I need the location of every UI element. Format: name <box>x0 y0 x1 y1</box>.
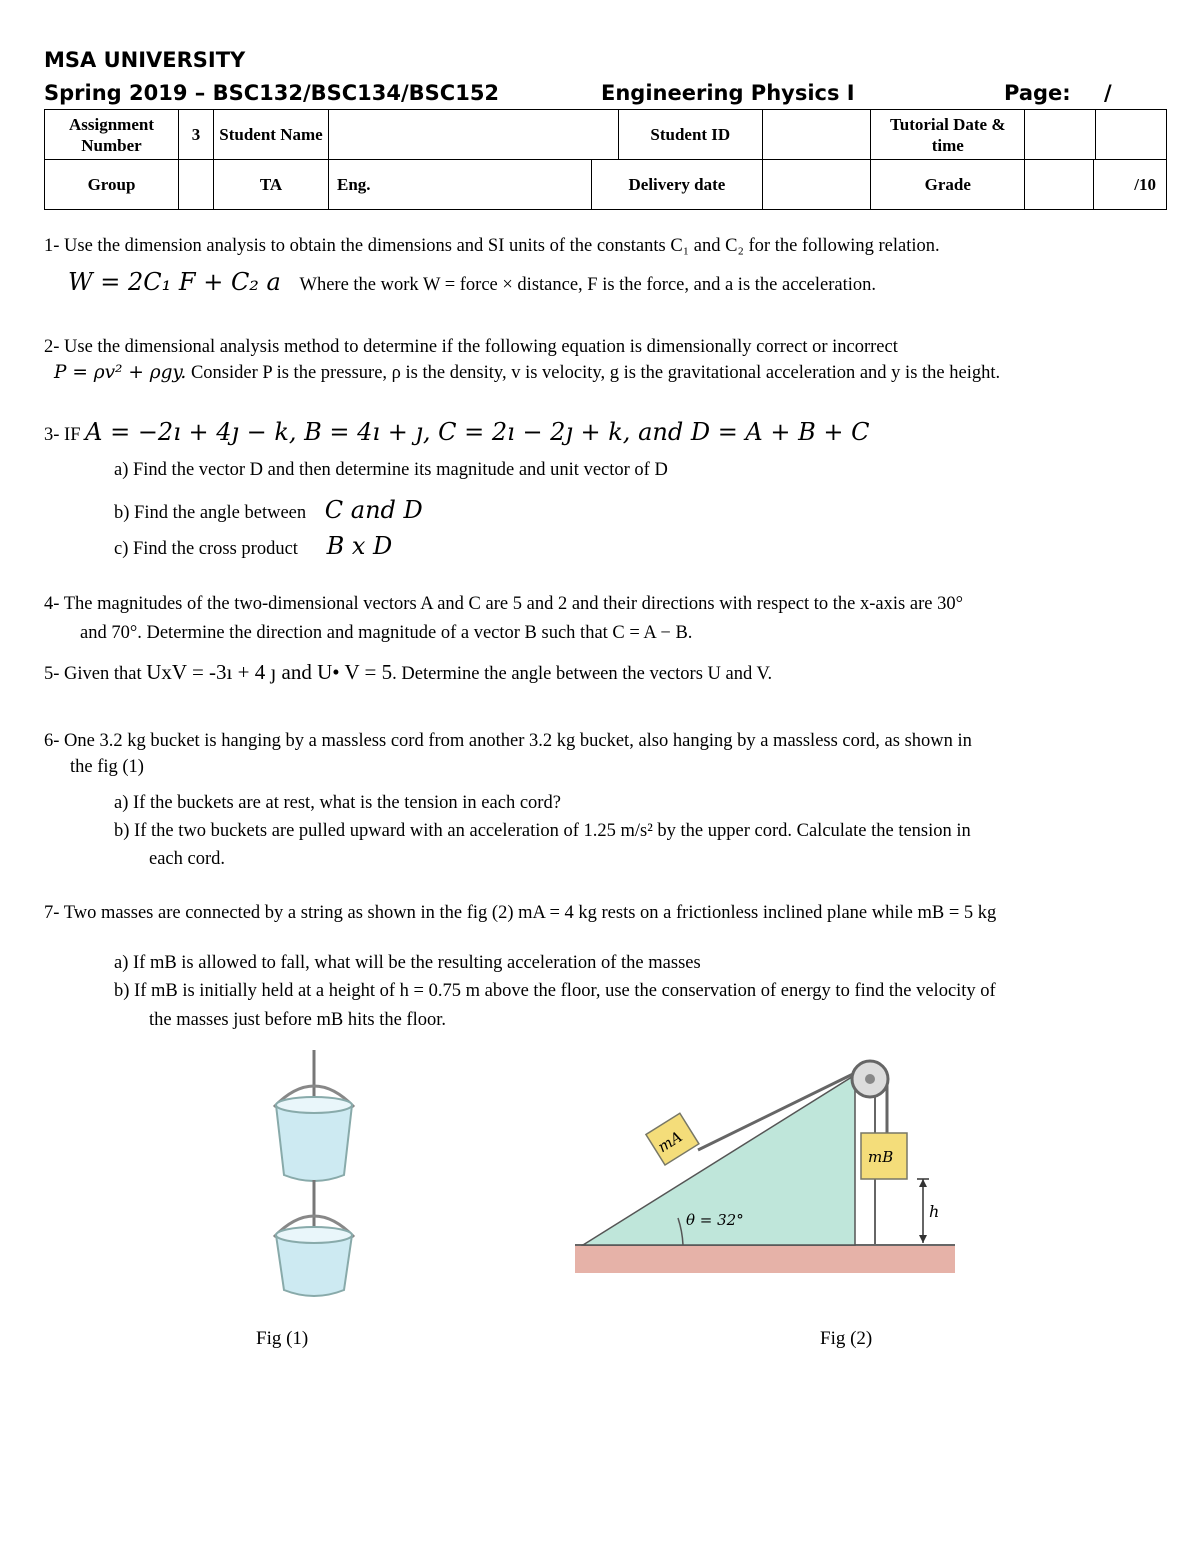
question-3-part-b-text: b) Find the angle between <box>114 503 307 523</box>
question-3-part-b <box>114 496 423 524</box>
student-info-table <box>44 109 1167 210</box>
floor <box>575 1245 955 1273</box>
university-name: MSA UNIVERSITY <box>44 48 246 72</box>
question-1-note: Where the work W = force × distance, F is the force, and a is the acceleration. <box>299 275 876 295</box>
question-2: 2- Use the dimensional analysis method to determine if the following equation is dimensionally correct or incorrect <box>44 337 898 357</box>
assignment-number-label: Assignment Number <box>45 110 179 160</box>
upper-bucket <box>276 1105 352 1181</box>
question-2-equation: P = ρv² + ρgy. <box>54 362 187 383</box>
block-b-label: mB <box>868 1148 894 1166</box>
question-5-suffix: . Determine the angle between the vectors U and V. <box>392 664 773 684</box>
question-5-line <box>44 660 772 685</box>
question-3-part-a: a) Find the vector D and then determine its magnitude and unit vector of D <box>114 460 668 480</box>
student-id-field[interactable] <box>762 110 870 160</box>
question-3-part-c <box>114 532 392 560</box>
lower-bucket-rim <box>276 1227 352 1243</box>
block-a-label: mA <box>654 1127 686 1157</box>
student-id-label: Student ID <box>618 110 762 160</box>
student-name-label: Student Name <box>214 110 329 160</box>
group-field[interactable] <box>179 160 214 210</box>
block-a <box>646 1113 699 1165</box>
group-label: Group <box>45 160 179 210</box>
height-label: h <box>929 1202 940 1221</box>
ta-label: TA <box>214 160 329 210</box>
question-6-line-2: the fig (1) <box>70 757 144 777</box>
question-7-part-a: a) If mB is allowed to fall, what will be the resulting acceleration of the masses <box>114 953 701 973</box>
question-6-line-1: 6- One 3.2 kg bucket is hanging by a massless cord from another 3.2 kg bucket, also hanging by a massless cord, as shown in <box>44 731 972 751</box>
page-separator: / <box>1104 81 1112 105</box>
question-6-part-b-continued: each cord. <box>149 849 226 869</box>
delivery-date-field[interactable] <box>762 160 870 210</box>
question-6-part-a: a) If the buckets are at rest, what is the tension in each cord? <box>114 793 561 813</box>
question-3-vectors: A = −2ı + 4ȷ − k, B = 4ı + ȷ, C = 2ı − 2ȷ + k, and D = A + B + C <box>85 418 870 446</box>
question-3-prefix: 3- IF <box>44 425 81 445</box>
delivery-date-label: Delivery date <box>592 160 763 210</box>
question-4-line-2: and 70°. Determine the direction and magnitude of a vector B such that C = A − B. <box>80 623 693 643</box>
question-4-line-1: 4- The magnitudes of the two-dimensional vectors A and C are 5 and 2 and their directions with respect to the x-axis are 30° <box>44 594 963 614</box>
figure-1-caption: Fig (1) <box>256 1328 309 1349</box>
question-3-part-c-math: B x D <box>326 532 393 560</box>
question-7-part-b: b) If mB is initially held at a height of h = 0.75 m above the floor, use the conservation of energy to find the velocity of <box>114 981 996 1001</box>
page-label: Page: <box>1004 81 1071 105</box>
question-3-part-c-text: c) Find the cross product <box>114 539 298 559</box>
term-codes: Spring 2019 – BSC132/BSC134/BSC152 <box>44 81 500 105</box>
figure-2-caption: Fig (2) <box>820 1328 873 1349</box>
tutorial-date-field[interactable] <box>1025 110 1096 160</box>
tutorial-time-field[interactable] <box>1096 110 1167 160</box>
course-title: Engineering Physics I <box>601 81 855 105</box>
student-name-field[interactable] <box>329 110 619 160</box>
question-1-equation: W = 2C₁ F + C₂ a <box>68 268 281 296</box>
grade-max: /10 <box>1094 160 1167 210</box>
lower-bucket <box>276 1235 352 1296</box>
question-6-part-b: b) If the two buckets are pulled upward with an acceleration of 1.25 m/s² by the upper cord. Calculate the tension in <box>114 821 971 841</box>
question-3-line <box>44 418 870 446</box>
figure-1-buckets <box>260 1045 370 1305</box>
upper-bucket-rim <box>276 1097 352 1113</box>
eng-label: Eng. <box>329 160 592 210</box>
grade-label: Grade <box>871 160 1025 210</box>
angle-label: θ = 32° <box>686 1211 744 1229</box>
tutorial-label: Tutorial Date & time <box>871 110 1025 160</box>
pulley-axle <box>865 1074 875 1084</box>
question-1: 1- Use the dimension analysis to obtain the dimensions and SI units of the constants C₁ and C₂ for the following relation. <box>44 236 940 256</box>
question-1-formula-line <box>68 268 876 296</box>
assignment-number-value: 3 <box>179 110 214 160</box>
figure-2-incline <box>575 1055 960 1280</box>
question-5-prefix: 5- Given that <box>44 664 142 684</box>
grade-field[interactable] <box>1025 160 1094 210</box>
question-5-equation: UxV = -3ı + 4 ȷ and U• V = 5 <box>146 660 393 684</box>
question-7-line-1: 7- Two masses are connected by a string as shown in the fig (2) mA = 4 kg rests on a frictionless inclined plane while mB = 5 kg <box>44 903 997 923</box>
question-2-formula-line <box>54 362 1000 384</box>
question-2-note: Consider P is the pressure, ρ is the density, v is velocity, g is the gravitational acceleration and y is the height. <box>186 363 1001 383</box>
question-7-part-b-continued: the masses just before mB hits the floor. <box>149 1010 446 1030</box>
question-3-part-b-math: C and D <box>324 496 423 524</box>
